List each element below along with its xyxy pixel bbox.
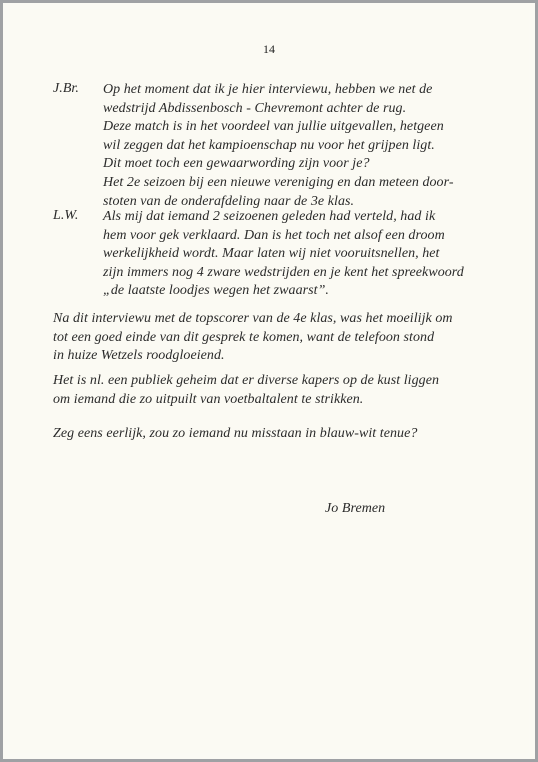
closing-paragraph <box>53 372 439 409</box>
text-line: Op het moment dat ik je hier interviewu, hebben we net de <box>103 82 433 97</box>
text-line: stoten van de onderafdeling naar de 3e klas. <box>103 193 355 209</box>
text-line: Dit moet toch een gewaarwording zijn voor je? <box>103 156 370 172</box>
page-number: 14 <box>263 42 275 56</box>
interview-answer <box>103 208 464 301</box>
text-line: wil zeggen dat het kampioenschap nu voor het grijpen ligt. <box>103 137 435 153</box>
text-line: wedstrijd Abdissenbosch - Chevremont achter de rug. <box>103 100 407 116</box>
text-line: Zeg eens eerlijk, zou zo iemand nu misstaan in blauw-wit tenue? <box>53 426 418 441</box>
author-signature: Jo Bremen <box>325 501 386 516</box>
text-line: Deze match is in het voordeel van jullie uitgevallen, hetgeen <box>103 119 444 135</box>
text-line: „de laatste loodjes wegen het zwaarst”. <box>103 283 329 299</box>
text-line: om iemand die zo uitpuilt van voetbaltalent te strikken. <box>53 391 364 407</box>
text-line: tot een goed einde van dit gesprek te komen, want de telefoon stond <box>53 329 435 345</box>
text-line: in huize Wetzels roodgloeiend. <box>53 348 225 364</box>
text-line: Als mij dat iemand 2 seizoenen geleden had verteld, had ik <box>103 209 436 224</box>
text-line: Het is nl. een publiek geheim dat er diverse kapers op de kust liggen <box>53 373 440 388</box>
interview-question <box>103 81 454 211</box>
speaker-label-lw: L.W. <box>53 208 79 223</box>
text-line: hem voor gek verklaard. Dan is het toch net alsof een droom <box>103 227 445 243</box>
text-line: Het 2e seizoen bij een nieuwe vereniging en dan meteen door- <box>103 174 454 190</box>
closing-question <box>53 425 417 444</box>
closing-paragraph <box>53 310 453 366</box>
text-line: werkelijkheid wordt. Maar laten wij niet vooruitsnellen, het <box>103 246 440 262</box>
speaker-label-jbr: J.Br. <box>53 81 79 96</box>
text-line: zijn immers nog 4 zware wedstrijden en je kent het spreekwoord <box>103 264 464 280</box>
text-line: Na dit interviewu met de topscorer van de 4e klas, was het moeilijk om <box>53 311 453 326</box>
